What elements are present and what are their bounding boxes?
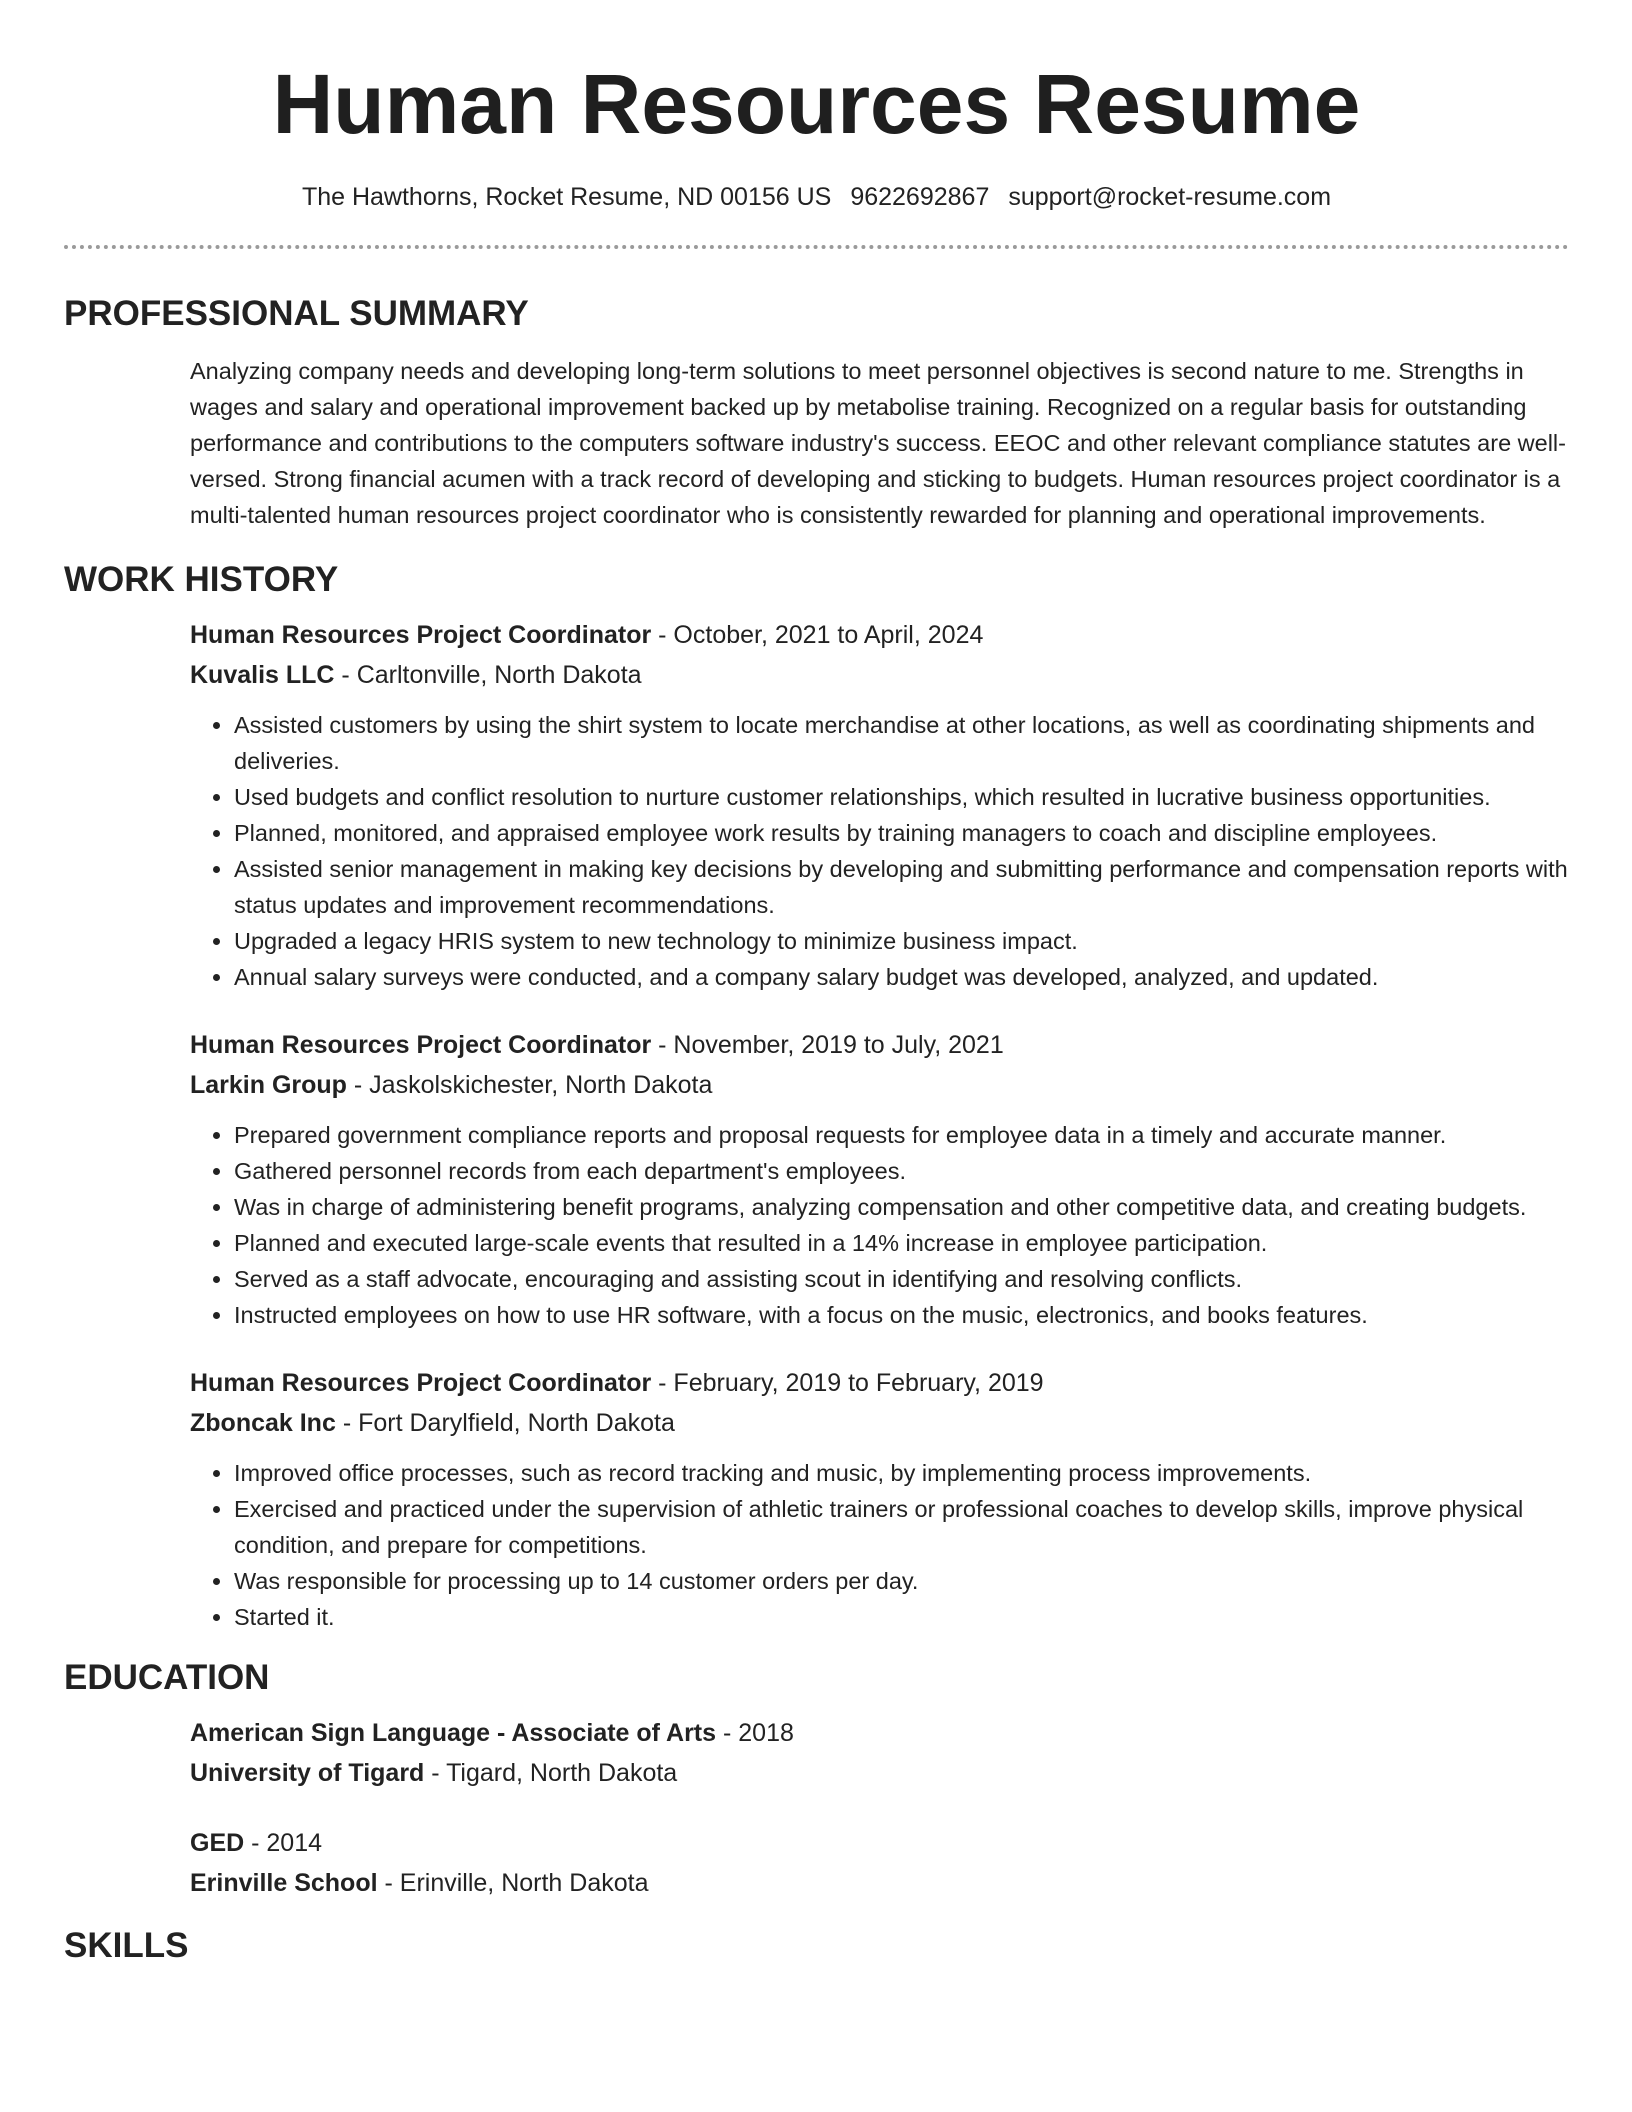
education-section <box>190 1713 1569 1903</box>
education-school: Erinville School <box>190 1869 378 1897</box>
work-role: Human Resources Project Coordinator <box>190 621 652 649</box>
work-entry-company-line <box>190 1403 1569 1443</box>
work-entry-role-line <box>190 1363 1569 1403</box>
education-degree-line <box>190 1823 1569 1863</box>
work-entry-role-line <box>190 1025 1569 1065</box>
summary-section-title: PROFESSIONAL SUMMARY <box>64 294 529 333</box>
contact-email: support@rocket-resume.com <box>1008 183 1332 211</box>
work-bullet: • Was in charge of administering benefit programs, analyzing compensation and other competitive data, and creating budgets. <box>234 1189 1569 1225</box>
education-degree: GED <box>190 1829 245 1857</box>
work-company: Larkin Group <box>190 1071 347 1099</box>
work-bullet: • Planned, monitored, and appraised employee work results by training managers to coach and discipline employees. <box>234 815 1569 851</box>
work-bullet: • Started it. <box>234 1599 1569 1635</box>
work-role: Human Resources Project Coordinator <box>190 1369 652 1397</box>
work-section <box>190 615 1569 1635</box>
contact-line <box>64 181 1569 213</box>
education-degree: American Sign Language - Associate of Arts <box>190 1719 717 1747</box>
work-bullets <box>190 707 1569 995</box>
work-entry-company-line <box>190 1065 1569 1105</box>
work-dates: - October, 2021 to April, 2024 <box>651 621 984 649</box>
work-entry-company-line <box>190 655 1569 695</box>
work-company: Zboncak Inc <box>190 1409 336 1437</box>
work-location: - Jaskolskichester, North Dakota <box>346 1071 713 1099</box>
summary-section <box>190 353 1569 533</box>
work-bullet: • Instructed employees on how to use HR software, with a focus on the music, electronics, and books features. <box>234 1297 1569 1333</box>
work-bullet: • Exercised and practiced under the supervision of athletic trainers or professional coaches to develop skills, improve physical condition, and prepare for competitions. <box>234 1491 1569 1563</box>
work-dates: - November, 2019 to July, 2021 <box>651 1031 1004 1059</box>
work-bullet: • Annual salary surveys were conducted, and a company salary budget was developed, analyzed, and updated. <box>234 959 1569 995</box>
work-location: - Fort Darylfield, North Dakota <box>335 1409 675 1437</box>
education-entry <box>190 1713 1569 1793</box>
education-school-line <box>190 1863 1569 1903</box>
work-bullets <box>190 1117 1569 1333</box>
summary-text: Analyzing company needs and developing long-term solutions to meet personnel objectives is second nature to me. Strengths in wages and salary and operational improvement backed up by metabolise training. Recognized on a regular basis for outstanding performance and contributions to the computers software industry's success. EEOC and other relevant compliance statutes are well-versed. Strong financial acumen with a track record of developing and sticking to budgets. Human resources project coordinator is a multi-talented human resources project coordinator who is consistently rewarded for planning and operational improvements. <box>190 358 1566 528</box>
work-entry-role-line <box>190 615 1569 655</box>
work-entry <box>190 1025 1569 1333</box>
education-degree-line <box>190 1713 1569 1753</box>
work-bullet: • Upgraded a legacy HRIS system to new technology to minimize business impact. <box>234 923 1569 959</box>
work-dates: - February, 2019 to February, 2019 <box>651 1369 1044 1397</box>
work-entry <box>190 615 1569 995</box>
work-section-title: WORK HISTORY <box>64 560 339 599</box>
skills-section-title: SKILLS <box>64 1926 189 1965</box>
work-bullet: • Assisted customers by using the shirt system to locate merchandise at other locations, as well as coordinating shipments and deliveries. <box>234 707 1569 779</box>
education-location: - Tigard, North Dakota <box>424 1759 678 1787</box>
work-bullet: • Used budgets and conflict resolution to nurture customer relationships, which resulted in lucrative business opportunities. <box>234 779 1569 815</box>
education-entry <box>190 1823 1569 1903</box>
work-bullet: • Gathered personnel records from each department's employees. <box>234 1153 1569 1189</box>
education-school-line <box>190 1753 1569 1793</box>
education-location: - Erinville, North Dakota <box>377 1869 649 1897</box>
header-divider <box>64 245 1569 249</box>
education-school: University of Tigard <box>190 1759 425 1787</box>
work-bullet: • Planned and executed large-scale events that resulted in a 14% increase in employee participation. <box>234 1225 1569 1261</box>
work-bullet: • Assisted senior management in making key decisions by developing and submitting performance and compensation reports with status updates and improvement recommendations. <box>234 851 1569 923</box>
education-year: - 2018 <box>716 1719 794 1747</box>
resume-title: Human Resources Resume <box>272 57 1361 151</box>
work-bullet: • Served as a staff advocate, encouraging and assisting scout in identifying and resolving conflicts. <box>234 1261 1569 1297</box>
contact-address: The Hawthorns, Rocket Resume, ND 00156 US <box>301 183 832 211</box>
work-bullets <box>190 1455 1569 1635</box>
work-bullet: • Improved office processes, such as record tracking and music, by implementing process improvements. <box>234 1455 1569 1491</box>
work-company: Kuvalis LLC <box>190 661 335 689</box>
education-year: - 2014 <box>244 1829 323 1857</box>
work-bullet: • Was responsible for processing up to 14 customer orders per day. <box>234 1563 1569 1599</box>
education-section-title: EDUCATION <box>64 1658 270 1697</box>
work-location: - Carltonville, North Dakota <box>334 661 642 689</box>
resume-page <box>64 0 1569 1967</box>
work-entry <box>190 1363 1569 1635</box>
work-bullet: • Prepared government compliance reports and proposal requests for employee data in a timely and accurate manner. <box>234 1117 1569 1153</box>
work-role: Human Resources Project Coordinator <box>190 1031 652 1059</box>
contact-phone: 9622692867 <box>850 183 990 211</box>
